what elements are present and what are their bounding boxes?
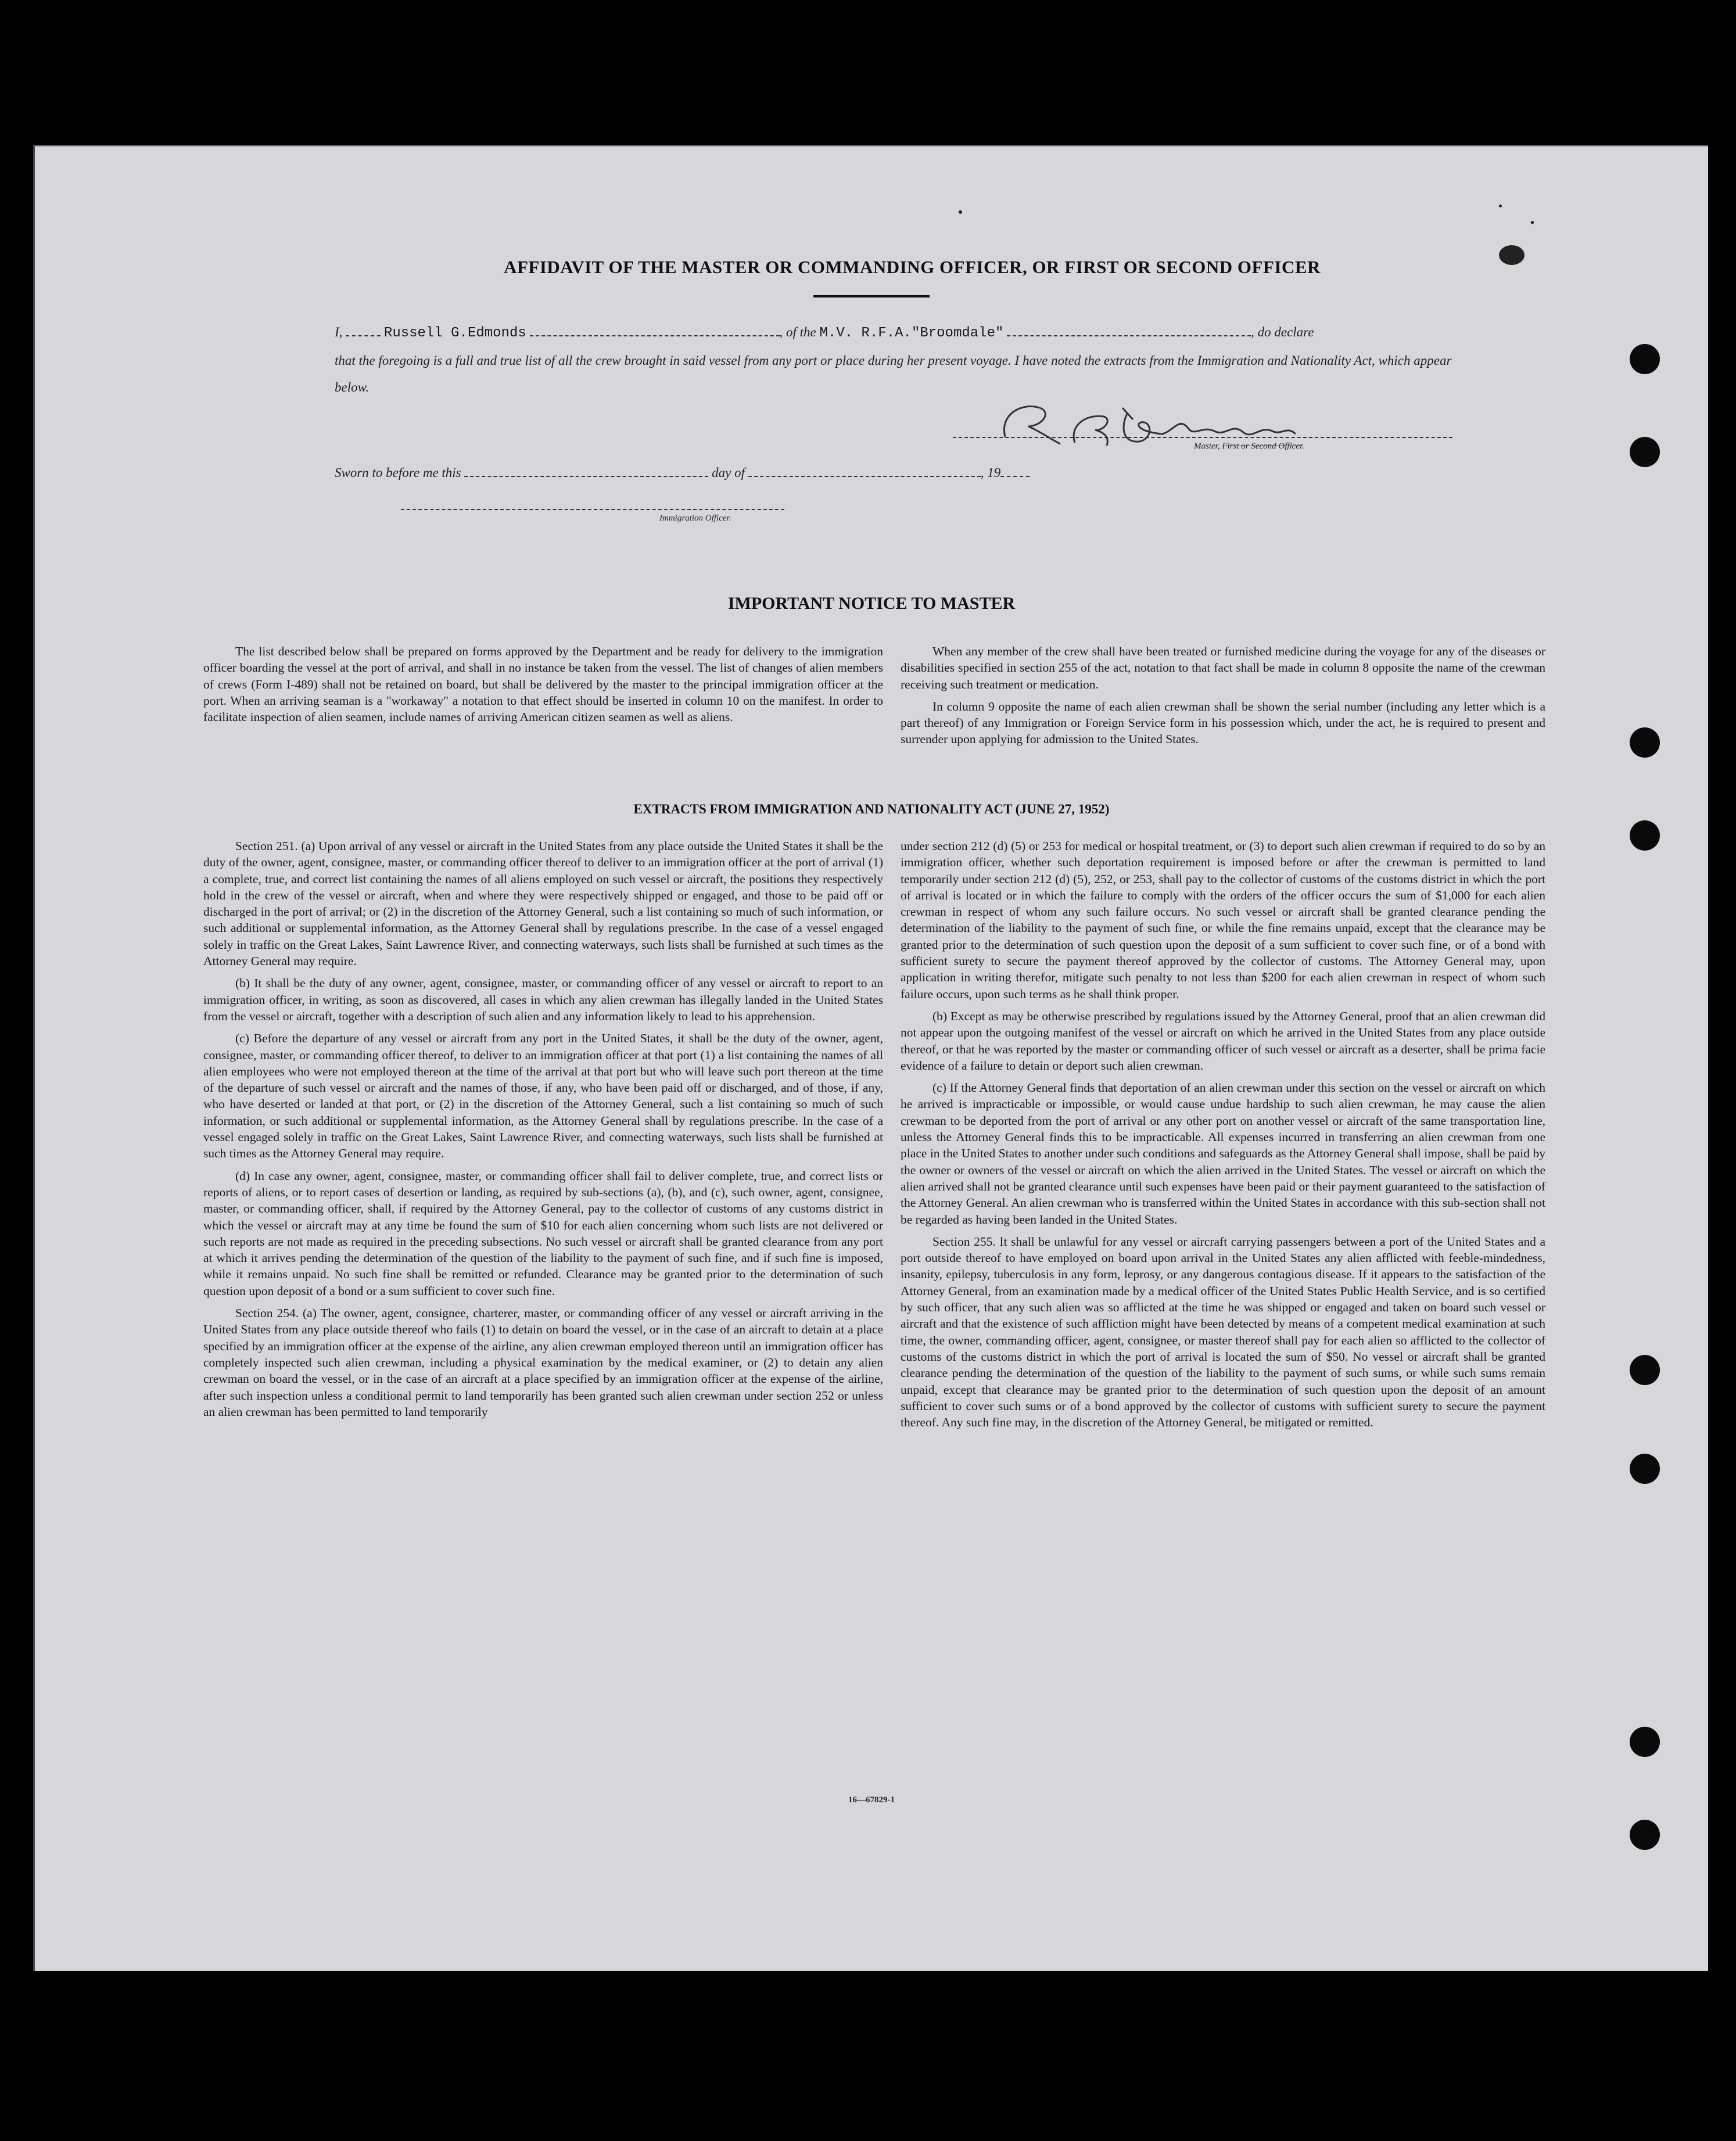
- binder-hole: [1630, 344, 1660, 374]
- signature-caption: Master, First or Second Officer.: [1194, 442, 1304, 451]
- sworn-label: Sworn to before me this: [335, 465, 461, 480]
- binder-hole: [1630, 1355, 1660, 1385]
- binder-hole: [1630, 1820, 1660, 1850]
- act-paragraph: (c) If the Attorney General finds that deportation of an alien crewman under this section on the vessel or aircraft on which he arrived is impracticable or impossible, or would cause undue hardship to such alien crewman, he may cause the alien crewman to be deported from the port of arrival or any other port on another vessel or aircraft of the same transportation line, unless the Attorney General finds this to be impracticable. All expenses incurred in transferring an alien crewman from one place in the United States to another under such conditions and safeguards as the Attorney General shall impose, shall be paid by the owner or owners of the vessel or aircraft on which the alien arrived in the United States. The vessel or aircraft on which the alien arrived shall not be granted clearance until such expenses have been paid or their payment guaranteed to the satisfaction of the Attorney General. An alien crewman who is transferred within the United States in accordance with this sub-section shall not be regarded as having been landed in the United States.: [901, 1081, 1545, 1226]
- act-paragraph: (b) Except as may be otherwise prescribed by regulations issued by the Attorney General, proof that an alien crewman did not appear upon the outgoing manifest of the vessel or aircraft on which he arrived in the United States from any place outside thereof, or that he was reported by the master or commanding officer of such vessel or aircraft as a deserter, shall be prima facie evidence of a failure to detain or deport such alien crewman.: [901, 1009, 1545, 1073]
- act-paragraph: (d) In case any owner, agent, consignee, master, or commanding officer shall fail to deliver complete, true, and correct lists or reports of aliens, or to report cases of desertion or landing, as required by sub-sections (a), (b), and (c), such owner, agent, consignee, master, or commanding officer, shall, if required by the Attorney General, pay to the collector of customs of any customs district in which the vessel or aircraft may at any time be found the sum of $10 for each alien concerning whom such lists are not delivered or such reports are not made as required in the preceding subsections. No such vessel or aircraft shall be granted clearance from any port at which it arrives pending the determination of the question of the liability to the payment of such fine, and if such fine is imposed, while it remains unpaid. No such fine shall be remitted or refunded. Clearance may be granted prior to the determination of such question upon deposit of a bond or a sum sufficient to cover such fine.: [203, 1168, 883, 1298]
- extracts-right-column: [901, 838, 1545, 1436]
- notice-paragraph: When any member of the crew shall have been treated or furnished medicine during the voyage for any of the diseases or disabilities specified in section 255 of the act, notation to that fact shall be made in column 8 opposite the name of the crewman receiving such treatment or medication.: [901, 644, 1545, 691]
- ink-speck: [1499, 205, 1502, 207]
- notice-left-column: [203, 643, 883, 731]
- notice-paragraph: In column 9 opposite the name of each alien crewman shall be shown the serial number (including any letter which is a part thereof) of any Immigration or Foreign Service form in his possession which, under the act, he is required to present and surrender upon applying for admission to the United States.: [901, 699, 1545, 747]
- master-name-field: Russell G.Edmonds: [383, 325, 526, 341]
- declare-label: , do declare: [1251, 325, 1314, 339]
- act-paragraph: (c) Before the departure of any vessel or aircraft from any port in the United States, it shall be the duty of the owner, agent, consignee, master, or commanding officer thereof, to deliver to an immigration officer at that port (1) a list containing the names of all alien employees who were not employed thereon at the time of the arrival at that port but who will leave such port thereon at the time of the departure of such vessel or aircraft and the names of those, if any, who have been paid off or discharged, and of those, if any, who have deserted or landed at that port, or (2) in the discretion of the Attorney General, such a list containing so much of such information, or such additional or supplemental information, as the Attorney General shall by regulations prescribe. In the case of a vessel engaged solely in traffic on the Great Lakes, Saint Lawrence River, and connecting waterways, such lists shall be furnished at such times as the Attorney General may require.: [203, 1031, 883, 1161]
- year-label: , 19: [980, 465, 1001, 480]
- extracts-left-column: [203, 838, 883, 1426]
- affidavit-title: AFFIDAVIT OF THE MASTER OR COMMANDING OFFICER, OR FIRST OR SECOND OFFICER: [504, 257, 1321, 277]
- signature-line: [953, 437, 1452, 438]
- document-page: [33, 145, 1708, 1971]
- day-of-label: day of: [712, 465, 745, 480]
- officer-signature-line: [401, 509, 784, 510]
- ink-blot: [1499, 245, 1525, 265]
- extracts-title: EXTRACTS FROM IMMIGRATION AND NATIONALITY ACT (JUNE 27, 1952): [633, 802, 1110, 816]
- act-paragraph: Section 254. (a) The owner, agent, consignee, charterer, master, or commanding officer of any vessel or aircraft arriving in the United States from any place outside thereof who fails (1) to detain on board the vessel, or in the case of an aircraft to detain at a place specified by an immigration officer at the expense of the airline, any alien crewman employed thereon until an immigration officer has completely inspected such alien crewman, including a physical examination by the medical examiner, or (2) to detain any alien crewman on board the vessel, or in the case of an aircraft at a place specified by an immigration officer at the expense of the airline, after such inspection unless a conditional permit to land temporarily has been granted such alien crewman under section 252 or unless an alien crewman has been permitted to land temporarily: [203, 1306, 883, 1419]
- binder-hole: [1630, 820, 1660, 851]
- binder-hole: [1630, 1727, 1660, 1757]
- sworn-line: [335, 459, 1030, 487]
- notice-title: IMPORTANT NOTICE TO MASTER: [727, 594, 1016, 613]
- ink-speck: [1531, 221, 1534, 224]
- notice-right-column: [901, 643, 1545, 754]
- form-number: 16—67829-1: [848, 1795, 895, 1805]
- act-paragraph: Section 251. (a) Upon arrival of any vessel or aircraft in the United States from any place outside the United States it shall be the duty of the owner, agent, consignee, master, or commanding officer thereof to deliver to an immigration officer at the port of arrival (1) a complete, true, and correct list containing the names of all aliens employed on such vessel or aircraft, the positions they respectively hold in the crew of the vessel or aircraft, when and where they were respectively shipped or engaged, and those to be paid off or discharged in the port of arrival; or (2) in the discretion of the Attorney General, such a list containing so much of such information, or such additional or supplemental information, as the Attorney General shall by regulations prescribe. In the case of a vessel engaged solely in traffic on the Great Lakes, Saint Lawrence River, and connecting waterways, such lists shall be furnished at such times as the Attorney General may require.: [203, 839, 883, 969]
- of-the-label: , of the: [779, 325, 816, 339]
- ink-speck: [959, 210, 962, 214]
- act-paragraph: Section 255. It shall be unlawful for any vessel or aircraft carrying passengers between a port of the United States and a port outside thereof to have employed on board upon arrival in the United States any alien afflicted with feeble-mindedness, insanity, epilepsy, tuberculosis in any form, leprosy, or any dangerous contagious disease. If it appears to the satisfaction of the Attorney General, from an examination made by a medical officer of the United States Public Health Service, and is so certified by such officer, that any such alien was so afflicted at the time he was shipped or engaged and taken on board such vessel or aircraft and that the existence of such affliction might have been detected by means of a competent medical examination at such time, the owner, commanding officer, agent, consignee, or master thereof shall pay for each alien so afflicted to the collector of customs of the customs district in which the port of arrival is located the sum of $50. No vessel or aircraft shall be granted clearance pending the determination of the question of the liability to the payment of such sums, or while such sums remain unpaid, except that clearance may be granted prior to the determination of such question upon the deposit of an amount sufficient to cover such sums or of a bond approved by the collector of customs with sufficient surety to secure the payment thereof. Any such fine may, in the discretion of the Attorney General, be mitigated or remitted.: [901, 1234, 1545, 1430]
- act-paragraph: under section 212 (d) (5) or 253 for medical or hospital treatment, or (3) to deport such alien crewman if required to do so by an immigration officer, whether such deportation requirement is imposed before or after the crewman is permitted to land temporarily under section 212 (d) (5), 252, or 253, shall pay to the collector of customs of the customs district in which the port of arrival is located or in which the failure to comply with the orders of the officer occurs the sum of $1,000 for each alien crewman in respect of whom any such failure occurs. No such vessel or aircraft shall be granted clearance pending the determination of the liability to the payment of such fine, or while the fine remains unpaid, except that the clearance may be granted prior to the determination of such question upon the deposit of a sum sufficient to cover such fine, or of a bond with sufficient surety to secure the payment thereof approved by the collector of customs. The Attorney General may, upon application in writing therefor, mitigate such penalty to not less than $200 for each alien crewman in respect of whom such failure occurs, upon such terms as he shall think proper.: [901, 839, 1545, 1001]
- notice-paragraph: The list described below shall be prepared on forms approved by the Department and be ready for delivery to the immigration officer boarding the vessel at the port of arrival, and shall in no instance be taken from the vessel. The list of changes of alien members of crews (Form I-489) shall not be retained on board, but shall be delivered by the master to the principal immigration officer at the port. When an arriving seaman is a "workaway" a notation to that effect should be inserted in column 10 on the manifest. In order to facilitate inspection of alien seamen, include names of arriving American citizen seamen as well as aliens.: [203, 644, 883, 725]
- binder-hole: [1630, 727, 1660, 758]
- declaration-line: [335, 318, 1314, 347]
- i-label: I,: [335, 325, 343, 339]
- vessel-name-field: M.V. R.F.A."Broomdale": [819, 325, 1004, 341]
- title-divider: [813, 295, 930, 297]
- binder-hole: [1630, 1454, 1660, 1484]
- binder-hole: [1630, 437, 1660, 467]
- declaration-text: that the foregoing is a full and true list of all the crew brought in said vessel from any port or place during her present voyage. I have noted the extracts from the Immigration and Nationality Act, which appear below.: [335, 353, 1452, 395]
- act-paragraph: (b) It shall be the duty of any owner, agent, consignee, master, or commanding officer of any vessel or aircraft to report to an immigration officer, in writing, as soon as discovered, all cases in which any alien crewman has illegally landed in the United States from the vessel or aircraft, together with a description of such alien and any information likely to lead to his apprehension.: [203, 976, 883, 1023]
- officer-caption: Immigration Officer.: [659, 514, 731, 523]
